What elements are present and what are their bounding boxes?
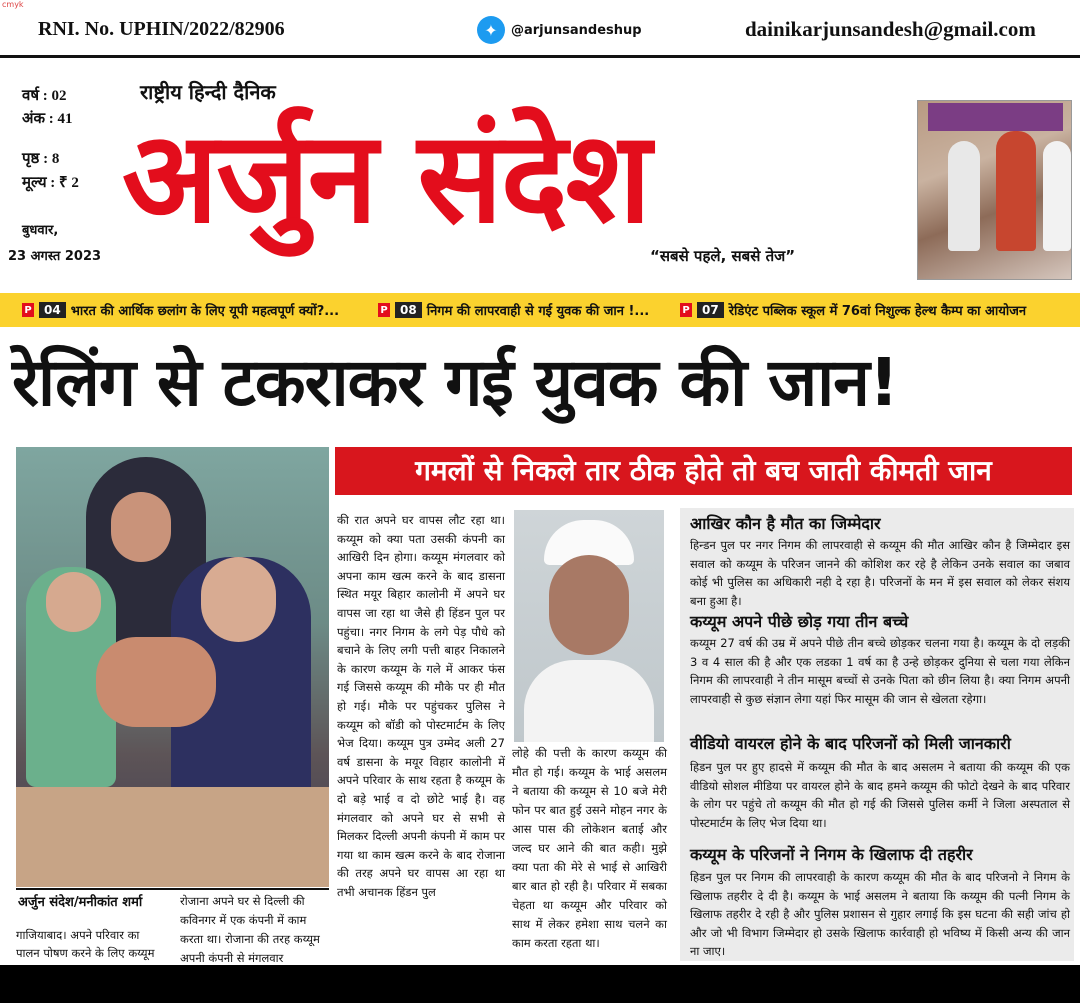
ticker-text: भारत की आर्थिक छलांग के लिए यूपी महत्वपूर्ण क्यों?... (70, 304, 340, 319)
page-icon: P (680, 303, 692, 317)
sidebar-body: हिन्डन पुल पर नगर निगम की लापरवाही से कय्यूम की मौत आखिर कौन है जिम्मेदार इस सवाल को कय्यूम के परिजन जानने की कोशिश कर रहे है लेकिन उनके सवाल का जबाव कोई भी पुलिस का अधिकारी नही दे रहा है। परिजनों के मन में इस सवाल को लेकर संशय बना हुआ है। (690, 538, 1070, 608)
masthead-title: अर्जुन संदेश (122, 104, 650, 251)
ticker-page: 08 (395, 302, 422, 318)
ticker-item[interactable] (680, 293, 1026, 327)
twitter-handle: @arjunsandeshup (511, 22, 642, 38)
ticker-page: 07 (697, 302, 724, 318)
story-column-4: लोहे की पत्ती के कारण कय्यूम की मौत हो गई। कय्यूम के भाई असलम ने बताया की कय्यूम से 10 बजे मेरी फोन पर बात हुई उसने मोहन नगर के आस पास की लोकेशन बताई और जल्द घर आने की बात कही। मुझे क्या पता की मेरे से भाई से आखिरी बार बात हो रही है। परिवार में सबका चेहता था कय्यूम और परिवार को साथ में लेकर हमेशा साथ चलने का काम करता रहता था। (512, 746, 667, 950)
face-shape (111, 492, 171, 562)
issue-price: मूल्य : ₹ 2 (22, 175, 79, 191)
sidebar-box (680, 508, 1074, 961)
victim-photo (514, 510, 664, 742)
sidebar-heading: कय्यूम के परिजनों ने निगम के खिलाफ दी तहरीर (690, 845, 973, 864)
person-figure (948, 141, 980, 251)
issue-day: बुधवार, (22, 223, 59, 238)
news-ticker (0, 293, 1080, 327)
bottom-bar (0, 965, 1080, 1003)
email-address[interactable]: dainikarjunsandesh@gmail.com (745, 17, 1036, 41)
header-rule (0, 55, 1080, 58)
page-icon: P (378, 303, 390, 317)
shirt-shape (524, 660, 654, 742)
person-figure (996, 131, 1036, 251)
byline: अर्जुन संदेश/मनीकांत शर्मा (18, 895, 143, 910)
story-column-3: की रात अपने घर वापस लौट रहा था। कय्यूम को क्या पता उसकी कंपनी का आखिरी दिन होगा। कय्यूम मंगलवार को अपना काम खत्म करने के बाद डासना स्थित मयूर बिहार कालोनी में अपने घर वापस जा रहा था जैसे ही हिंडन पुल पर पहुंचा। नगर निगम के लगे पेड़ पौधे को बचाने के लिए लगी पत्ती बाहर निकालने के कारण कय्यूम के गले में आकर फंस गई जिससे कय्यूम की मौके पर ही मौत हो गई। मौके पर पहुंचकर पुलिस ने कय्यूम को बॉडी को पोस्टमार्टम के लिए भेज दिया। कय्यूम पुत्र उम्मेद अली 27 वर्ष डासना के मयूर विहार कालोनी में अपने परिवार के साथ रहता है कय्यूम के दो बड़े भाई व दो छोटे भाई है। वह मंगलवार को अपने घर से सभी से मिलकर दिल्ली अपनी कंपनी में काम पर गया था काम खत्म करने के बाद रोजाना की तरह अपने घर वापस आ रहा था तभी अचानक हिंडन पुल (337, 513, 505, 899)
main-headline: रेलिंग से टकराकर गई युवक की जान! (12, 344, 899, 421)
caption-rule (16, 888, 329, 890)
sidebar-body: हिडन पुल पर हुए हादसे में कय्यूम की मौत के बाद असलम ने बताया की कय्यूम की एक वीडियो सोशल मीडिया पर वायरल होने के बाद हमने कय्यूम की फोटो देखने के बाद परिवार के लोग पर पहुंचे तो कय्यूम की मौत हो गई की जिससे पुलिस कर्मी ने जिला अस्पताल से पोस्टमार्टम के लिए भेज दिया था। (690, 760, 1070, 830)
masthead-motto: “सबसे पहले, सबसे तेज” (650, 247, 796, 265)
event-banner-shape (928, 103, 1063, 131)
ticker-item[interactable] (378, 293, 649, 327)
sidebar-body: कय्यूम 27 वर्ष की उम्र में अपने पीछे तीन बच्चे छोड़कर चलना गया है। कय्यूम के दो लड़की 3 व 4 साल की है और एक लडका 1 वर्ष का है उन्हे छोड़कर दुनिया से चला गया लेकिन निगम की लापरवाही ने तीन मासूम बच्चों से उनके पिता को छीन लिया है। क्या निगम अपनी लापरवाही से कुछ संज्ञान लेगा यहां फिर मासूम की जान से खेलता रहेगा। (690, 636, 1070, 706)
ticker-text: निगम की लापरवाही से गई युवक की जान !... (426, 304, 650, 319)
rni-number: RNI. No. UPHIN/2022/82906 (38, 18, 285, 40)
sidebar-heading: वीडियो वायरल होने के बाद परिजनों को मिली जानकारी (690, 734, 1011, 753)
sub-headline-banner: गमलों से निकले तार ठीक होते तो बच जाती कीमती जान (335, 447, 1072, 495)
issue-year: वर्ष : 02 (22, 88, 67, 104)
twitter-icon: ✦ (477, 16, 505, 44)
corner-mark: cmyk (2, 0, 24, 9)
sidebar-heading: कय्यूम अपने पीछे छोड़ गया तीन बच्चे (690, 612, 909, 631)
twitter-link[interactable] (477, 16, 642, 44)
baby-figure (96, 637, 216, 727)
story-column-2: रोजाना अपने घर से दिल्ली की कविनगर में एक कंपनी में काम करता था। रोजाना की तरह कय्यूम अपनी कंपनी से मंगलवार (180, 894, 320, 965)
family-photo (16, 447, 329, 887)
page-icon: P (22, 303, 34, 317)
sidebar-body: हिडन पुल पर निगम की लापरवाही के कारण कय्यूम की मौत के बाद परिजनो ने निगम के खिलाफ तहरीर दे दी है। कय्यूम के भाई असलम ने बताया कि कय्यूम की पत्नी निगम के खिलाफ तहरीर दे रही है और पुलिस प्रशासन से गुहार लगाई कि इस घटना की सही जांच हो और जो भी विभाग जिम्मेदार हो उसके खिलाफ कार्रवाही हो भविष्य में किसी अन्य की जान ना जाए। (690, 870, 1070, 958)
ticker-item[interactable] (22, 293, 339, 327)
face-shape (46, 572, 101, 632)
person-figure (1043, 141, 1071, 251)
issue-date: 23 अगस्त 2023 (8, 249, 102, 264)
floor-shape (16, 787, 329, 887)
sidebar-heading: आखिर कौन है मौत का जिम्मेदार (690, 514, 881, 533)
face-shape (549, 555, 629, 655)
ticker-page: 04 (39, 302, 66, 318)
masthead-tagline: राष्ट्रीय हिन्दी दैनिक (140, 80, 276, 104)
issue-pages: पृष्ठ : 8 (22, 151, 60, 167)
face-shape (201, 557, 276, 642)
event-photo (917, 100, 1072, 280)
story-column-1: गाजियाबाद। अपने परिवार का पालन पोषण करने के लिए कय्यूम (16, 928, 155, 960)
issue-number: अंक : 41 (22, 111, 73, 127)
ticker-text: रेडिएंट पब्लिक स्कूल में 76वां निशुल्क हेल्थ कैम्प का आयोजन (728, 304, 1027, 319)
